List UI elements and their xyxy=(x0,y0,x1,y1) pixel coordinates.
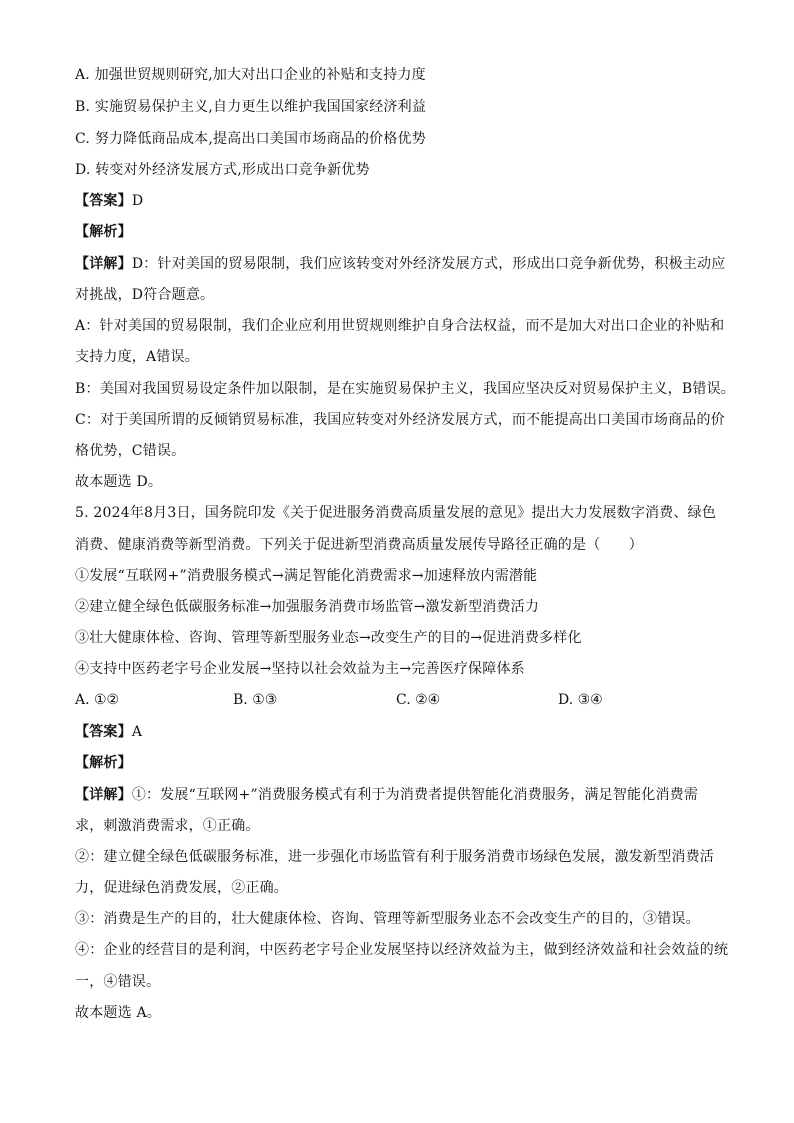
analysis-label: 【解析】 xyxy=(75,224,132,240)
q4-answer xyxy=(75,191,143,211)
answer-label: 【答案】 xyxy=(75,193,132,209)
q4-conclusion: 故本题选 D。 xyxy=(75,474,163,490)
q5-choice-c: C. ②④ xyxy=(396,692,441,708)
q5-detail-1 xyxy=(75,785,698,805)
q5-item-1: ①发展“互联网+”消费服务模式→满足智能化消费需求→加速释放内需潜能 xyxy=(75,568,538,584)
q5-item-4: ④支持中医药老字号企业发展→坚持以社会效益为主→完善医疗保障体系 xyxy=(75,661,525,677)
q4-detail-3: B：美国对我国贸易设定条件加以限制，是在实施贸易保护主义，我国应坚决反对贸易保护主义，B错误。 xyxy=(75,381,735,397)
q5-item-3: ③壮大健康体检、咨询、管理等新型服务业态→改变生产的目的→促进消费多样化 xyxy=(75,630,582,646)
q4-option-c: C. 努力降低商品成本,提高出口美国市场商品的价格优势 xyxy=(75,131,426,147)
q5-answer xyxy=(75,722,142,742)
q4-detail-1 xyxy=(75,254,725,274)
detail-label: 【详解】 xyxy=(75,256,132,272)
detail-text: D：针对美国的贸易限制，我们应该转变对外经济发展方式，形成出口竞争新优势，积极主动应 xyxy=(131,256,726,272)
q5-choice-a: A. ①② xyxy=(75,692,120,708)
q5-item-2: ②建立健全绿色低碳服务标准→加强服务消费市场监管→激发新型消费活力 xyxy=(75,599,540,615)
analysis-label: 【解析】 xyxy=(75,755,132,771)
q4-option-b: B. 实施贸易保护主义,自力更生以维护我国国家经济利益 xyxy=(75,99,427,115)
detail-text: ①：发展“互联网+”消费服务模式有利于为消费者提供智能化消费服务，满足智能化消费需 xyxy=(131,787,699,803)
q4-option-a: A. 加强世贸规则研究,加大对出口企业的补贴和支持力度 xyxy=(75,67,426,83)
q5-choice-d: D. ③④ xyxy=(558,692,603,708)
q4-detail-1-cont: 对挑战，D符合题意。 xyxy=(75,287,215,303)
q5-stem-1: 5. 2024年8月3日，国务院印发《关于促进服务消费高质量发展的意见》提出大力发展数字消费、绿色 xyxy=(75,505,717,521)
answer-value: A xyxy=(131,724,143,740)
q5-choice-b: B. ①③ xyxy=(233,692,278,708)
q5-detail-4: ④：企业的经营目的是利润，中医药老字号企业发展坚持以经济效益为主，做到经济效益和社会效益的统 xyxy=(75,942,729,958)
q4-detail-2-cont: 支持力度，A错误。 xyxy=(75,349,199,365)
q4-analysis-heading xyxy=(75,222,132,242)
answer-value: D xyxy=(131,193,144,209)
q5-detail-4-cont: 一，④错误。 xyxy=(75,974,161,990)
q5-detail-2-cont: 力，促进绿色消费发展，②正确。 xyxy=(75,880,288,896)
q5-detail-2: ②：建立健全绿色低碳服务标准，进一步强化市场监管有利于服务消费市场绿色发展，激发新型消费活 xyxy=(75,849,714,865)
q4-detail-2: A：针对美国的贸易限制，我们企业应利用世贸规则维护自身合法权益，而不是加大对出口企业的补贴和 xyxy=(75,318,725,334)
q5-detail-3: ③：消费是生产的目的，壮大健康体检、咨询、管理等新型服务业态不会改变生产的目的，③错误。 xyxy=(75,911,700,927)
q4-detail-4-cont: 格优势，C错误。 xyxy=(75,443,186,459)
answer-label: 【答案】 xyxy=(75,724,132,740)
q5-detail-1-cont: 求，刺激消费需求，①正确。 xyxy=(75,818,260,834)
detail-label: 【详解】 xyxy=(75,787,132,803)
q5-analysis-heading xyxy=(75,753,132,773)
q4-option-d: D. 转变对外经济发展方式,形成出口竞争新优势 xyxy=(75,162,370,178)
q5-conclusion: 故本题选 A。 xyxy=(75,1005,161,1021)
q4-detail-4: C：对于美国所谓的反倾销贸易标准，我国应转变对外经济发展方式，而不能提高出口美国市场商品的价 xyxy=(75,412,725,428)
q5-stem-2: 消费、健康消费等新型消费。下列关于促进新型消费高质量发展传导路径正确的是（ ） xyxy=(75,537,643,553)
